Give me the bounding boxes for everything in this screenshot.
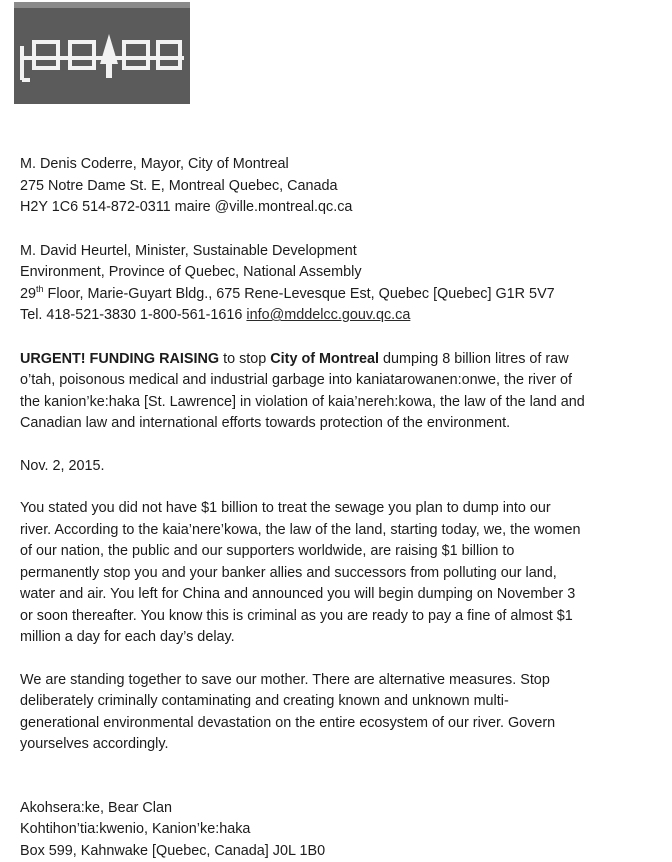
address-rest: Floor, Marie-Guyart Bldg., 675 Rene-Levesque Est, Quebec [Quebec] G1R 5V7	[44, 286, 555, 302]
body-paragraph-2	[20, 670, 660, 756]
signatory-nation: Kohtihon’tia:kwenio, Kanion’ke:haka	[20, 819, 660, 841]
body-line: water and air. You left for China and announced you will begin dumping on November 3	[20, 584, 660, 606]
email-link[interactable]: info@mddelcc.gouv.qc.ca	[246, 307, 410, 323]
recipient-address: 275 Notre Dame St. E, Montreal Quebec, Canada	[20, 176, 660, 198]
subject-line: Canadian law and international efforts towards protection of the environment.	[20, 413, 660, 435]
recipient-name: M. Denis Coderre, Mayor, City of Montreal	[20, 154, 660, 176]
body-line: deliberately criminally contaminating and creating known and unknown multi-	[20, 691, 660, 713]
subject-text: dumping 8 billion litres of raw	[379, 351, 569, 367]
body-line: river. According to the kaia’nere’kowa, the law of the land, starting today, we, the women	[20, 520, 660, 542]
recipient-address	[20, 284, 660, 306]
recipient-department: Environment, Province of Quebec, National Assembly	[20, 262, 660, 284]
telephone: Tel. 418-521-3830 1-800-561-1616	[20, 307, 246, 323]
urgent-heading: URGENT! FUNDING RAISING	[20, 351, 219, 367]
signatory-name: Akohsera:ke, Bear Clan	[20, 798, 660, 820]
signatory-address: Box 599, Kahnwake [Quebec, Canada] J0L 1B0	[20, 841, 660, 862]
recipient-block-minister	[20, 241, 660, 327]
subject-text: to stop	[219, 351, 270, 367]
subject-line: the kanion’ke:haka [St. Lawrence] in violation of kaia’nereh:kowa, the law of the land and	[20, 392, 660, 414]
letter	[20, 154, 660, 862]
body-paragraph-1	[20, 498, 660, 649]
subject-line: o’tah, poisonous medical and industrial garbage into kaniatarowanen:onwe, the river of	[20, 370, 660, 392]
signature-block	[20, 798, 660, 862]
floor-number: 29	[20, 286, 36, 302]
city-name: City of Montreal	[270, 351, 379, 367]
body-line: or soon thereafter. You know this is criminal as you are ready to pay a fine of almost $1	[20, 606, 660, 628]
subject-line	[20, 349, 660, 371]
floor-suffix: th	[36, 284, 44, 294]
body-line: permanently stop you and your banker allies and successors from polluting our land,	[20, 563, 660, 585]
hiawatha-belt-flag-icon	[14, 2, 190, 104]
body-line: generational environmental devastation on the entire ecosystem of our river. Govern	[20, 713, 660, 735]
letter-date: Nov. 2, 2015.	[20, 456, 660, 478]
recipient-contact: H2Y 1C6 514-872-0311 maire @ville.montreal.qc.ca	[20, 197, 660, 219]
body-line: of our nation, the public and our supporters worldwide, are raising $1 billion to	[20, 541, 660, 563]
body-line: You stated you did not have $1 billion to treat the sewage you plan to dump into our	[20, 498, 660, 520]
recipient-block-mayor	[20, 154, 660, 219]
body-line: yourselves accordingly.	[20, 734, 660, 756]
body-line: million a day for each day’s delay.	[20, 627, 660, 649]
recipient-contact	[20, 305, 660, 327]
subject-paragraph	[20, 349, 660, 435]
body-line: We are standing together to save our mother. There are alternative measures. Stop	[20, 670, 660, 692]
recipient-name: M. David Heurtel, Minister, Sustainable Development	[20, 241, 660, 263]
